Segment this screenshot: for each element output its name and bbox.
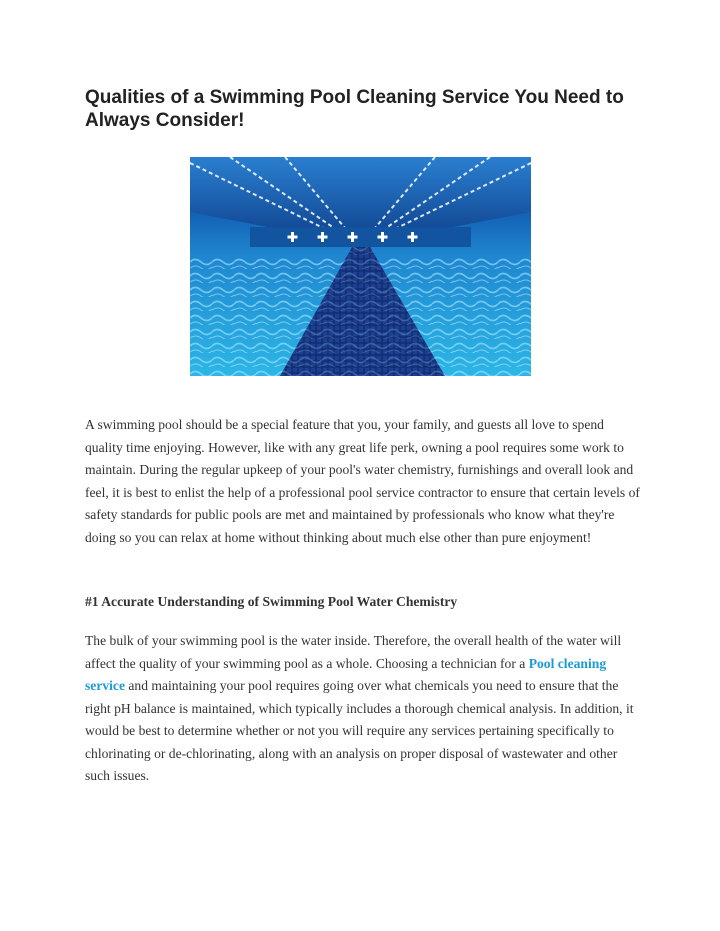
section-paragraph (85, 630, 641, 788)
pool-cleaning-service-link[interactable]: Pool cleaning service (85, 655, 607, 693)
section-heading: #1 Accurate Understanding of Swimming Pool Water Chemistry (85, 594, 458, 609)
pool-hero-image (190, 157, 531, 376)
intro-paragraph: A swimming pool should be a special feature that you, your family, and guests all love to spend quality time enjoying. However, like with any great life perk, owning a pool requires some work to maintain. During the regular upkeep of your pool's water chemistry, furnishings and overall look and feel, it is best to enlist the help of a professional pool service contractor to ensure that certain levels of safety standards for public pools are met and maintained by professionals who know what they're doing so you can relax at home without thinking about much else other than pure enjoyment! (85, 417, 640, 545)
section-text-end: and maintaining your pool requires going over what chemicals you need to ensure that the right pH balance is maintained, which typically includes a thorough chemical analysis. In addition, it would be best to determine whether or not you will require any services pertaining specifically to chlorinating or de-chlorinating, along with an analysis on proper disposal of wastewater and other such issues. (85, 678, 634, 783)
section-text-start: The bulk of your swimming pool is the water inside. Therefore, the overall health of the water will affect the quality of your swimming pool as a whole. Choosing a technician for a (85, 633, 622, 671)
page-title: Qualities of a Swimming Pool Cleaning Service You Need to Always Consider! (85, 87, 624, 131)
